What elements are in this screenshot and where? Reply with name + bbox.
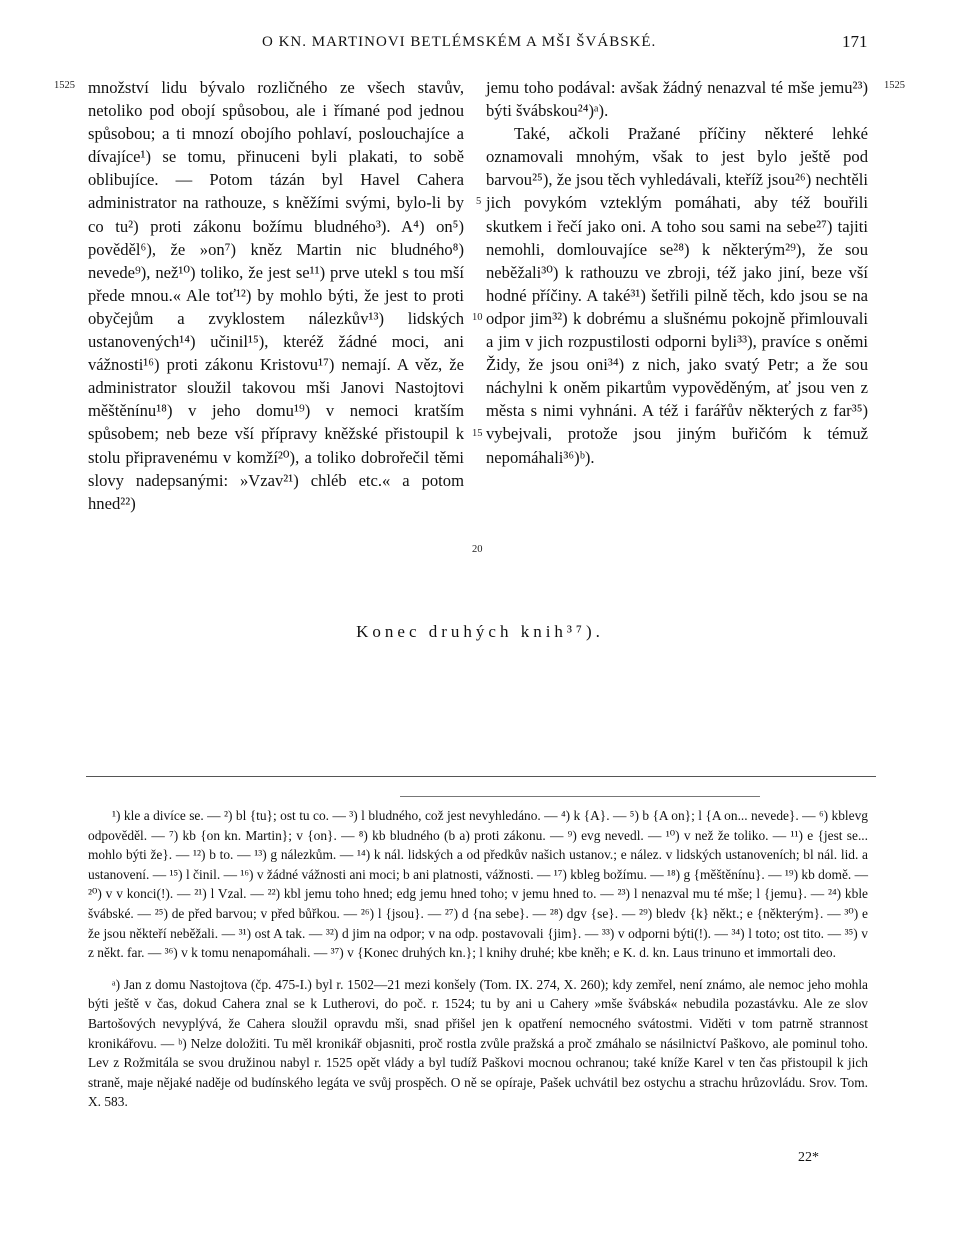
line-number-10: 10 xyxy=(472,312,483,323)
explanatory-notes: ᵃ) Jan z domu Nastojtova (čp. 475-I.) byl r. 1502—21 mezi konšely (Tom. IX. 274, X. 260); kdy zemřel, není známo, ale nemoc jeho mohla býti ještě v čas, dokud Cahera znal se k Lutherovi, do poč. r. 1524; tu by ani u Cahery »mše švábská« nebudila pozastávku. Ale ze slov Bartošových nevyplývá, že Cahera sloužil opravdu mši, snad přišel jen k opatření nemocného svátostmi. Viděti v tom patrně strannost kronikářovu. — ᵇ) Nelze doložiti. Tu měl kronikář objasniti, proč rostla zvůle pražská a proč zmáhalo se násilnictví Paškovo, ale pominul toho. Lev z Rožmitála se svou družinou nabyl r. 1525 opět vlády a byl tudíž Paškovi mocnou ochranou; také kníže Karel v ten čas přistoupil k jich straně, maje nějaké naděje od budínského legáta ve svůj prospěch. O ně se opíraje, Pašek uchvátil bez ostychu a strachu hrůzovládu. Srov. Tom. X. 583. xyxy=(88,976,868,1110)
running-header xyxy=(0,34,960,60)
left-paragraph-1: množství lidu bývalo rozličného ze všech stavův, netoliko pod obojí spůsobou, ale i římané pod jednou spůsobou; a ti mnozí obojího pohlaví, poslouchajíce a dívajíce¹) se tomu, přinuceni byli plakati, to sobě oblibujíce. — Potom tázán byl Havel Cahera administrator na rathouze, s kněžími svými, bylo-li by co tu²) proti zákonu božímu bludného³). A⁴) on⁵) pověděl⁶), že »on⁷) kněz Martin nic bludného⁸) nevede⁹), než¹⁰) toliko, že jest se¹¹) prve utekl s tou mší přede mnou.« Ale toť¹²) by mohlo býti, že jest to proti obyčejům a zvyklostem nálezkův¹³) lidských ustanovených¹⁴) učinil¹⁵), kteréž žádné moci, ani vážnosti¹⁶) proti zákonu Kristovu¹⁷) nemají. A věz, že administrator sloužil takovou mši Janovi Nastojtovi měštěnínu¹⁸) v jeho domu¹⁹) v nemoci kratším spůsobem; neb beze vší přípravy kněžské přistoupil k stolu připravenému v komží²⁰), a toliko dobrořečil těmi slovy nadepsanými: »Vzav²¹) chléb etc.« a potom hned²²) xyxy=(88,78,464,513)
footnote-rule-short xyxy=(400,796,760,797)
line-number-5: 5 xyxy=(476,196,482,207)
left-column xyxy=(88,76,464,515)
variant-footnotes: ¹) kle a divíce se. — ²) bl {tu}; ost tu co. — ³) l bludného, což jest nevyhledáno. — ⁴) k {A}. — ⁵) b {A on}; l {A on... nevede}. — ⁶) kblevg odpověděl. — ⁷) kb {on kn. Martin}; v {on}. — ⁸) kb bludného (b a) proti zákonu. — ⁹) evg nevedl. — ¹⁰) v než že toliko. — ¹¹) e {jest se... mohlo býti že}. — ¹²) b to. — ¹³) g nálezkům. — ¹⁴) k nál. lidských a od předkův našich ustanov.; e nález. v lidských ustanoveních; bl nál. lid. a ustanovení. — ¹⁵) l činil. — ¹⁶) v žádné vážnosti ani moci; b ani platnosti, vážnosti. — ¹⁷) kbleg božímu. — ¹⁸) g {měštěnínu}. — ¹⁹) kb domě. — ²⁰) v v konci(!). — ²¹) l Vzal. — ²²) kbl jemu toho hned; edg jemu hned toho; v jemu hned to. — ²³) l nenazval mu té mše; l {jemu}. — ²⁴) kble švábské. — ²⁵) de před barvou; v před bůřkou. — ²⁶) l {jsou}. — ²⁷) d {na sebe}. — ²⁸) dgv {se}. — ²⁹) bledv {k} někt.; e {některým}. — ³⁰) e že jsou někteří neběžali. — ³¹) ost A tak. — ³²) d jim na odpor; v na odp. postavovali {jim}. — ³³) v odporni býti(!). — ³⁴) l toto; ost tito. — ³⁵) v z někt. far. — ³⁶) v k tomu nenapomáhali. — ³⁷) v {Konec druhých kn.}; l knihy druhé; kbe kněh; e K. d. kn. Laus trinuno et immortali deo. xyxy=(88,808,868,961)
right-paragraph-2: Také, ačkoli Pražané příčiny některé lehké oznamovali mnohým, však to jest bylo ještě pod barvou²⁵), že jsou těch vyhledávali, kteříž jsou²⁶) nechtěli jich povykóm vzteklým pomáhati, aby též bouřili skutkem i řečí jako oni. A toho sou sami na sebe²⁷) tajiti nemohli, domlouvajíce se²⁸) k některým²⁹), že sou neběžali³⁰) k rathouzu ve zbroji, též jako jiní, beze vší hodné příčiny. A také³¹) šetřili pilně těch, kdo jsou se na odpor jim³²) k dobrému a slušnému pokojně přimlouvali a jim v jich rozpustilosti odporni byli³³), pravíce s oněmi Židy, že jsou oni³⁴) z nich, jako svatý Petr; a že sou náchylni k oněm pikartům vypověděným, ať jsou ven z města s nimi vyhnáni. A též i farářův některých z far³⁵) vybejvali, protože jsou jiným buřičóm k témuž nepomáhali³⁶)ᵇ). xyxy=(486,124,868,467)
right-column xyxy=(486,76,868,469)
right-paragraph-1: jemu toho podával: avšak žádný nenazval té mše jemu²³) býti švábskou²⁴)ᵃ). xyxy=(486,78,868,121)
line-number-20: 20 xyxy=(472,544,483,555)
footnote-rule xyxy=(86,776,876,777)
signature-mark: 22* xyxy=(798,1150,819,1165)
line-number-15: 15 xyxy=(472,428,483,439)
margin-year-right: 1525 xyxy=(884,80,905,91)
margin-year-left: 1525 xyxy=(54,80,75,91)
running-title: O KN. MARTINOVI BETLÉMSKÉM A MŠI ŠVÁBSKÉ. xyxy=(262,34,657,50)
footnotes-section xyxy=(88,806,868,1112)
book-conclusion: Konec druhých knih³⁷). xyxy=(356,622,604,641)
page-number: 171 xyxy=(842,32,868,51)
